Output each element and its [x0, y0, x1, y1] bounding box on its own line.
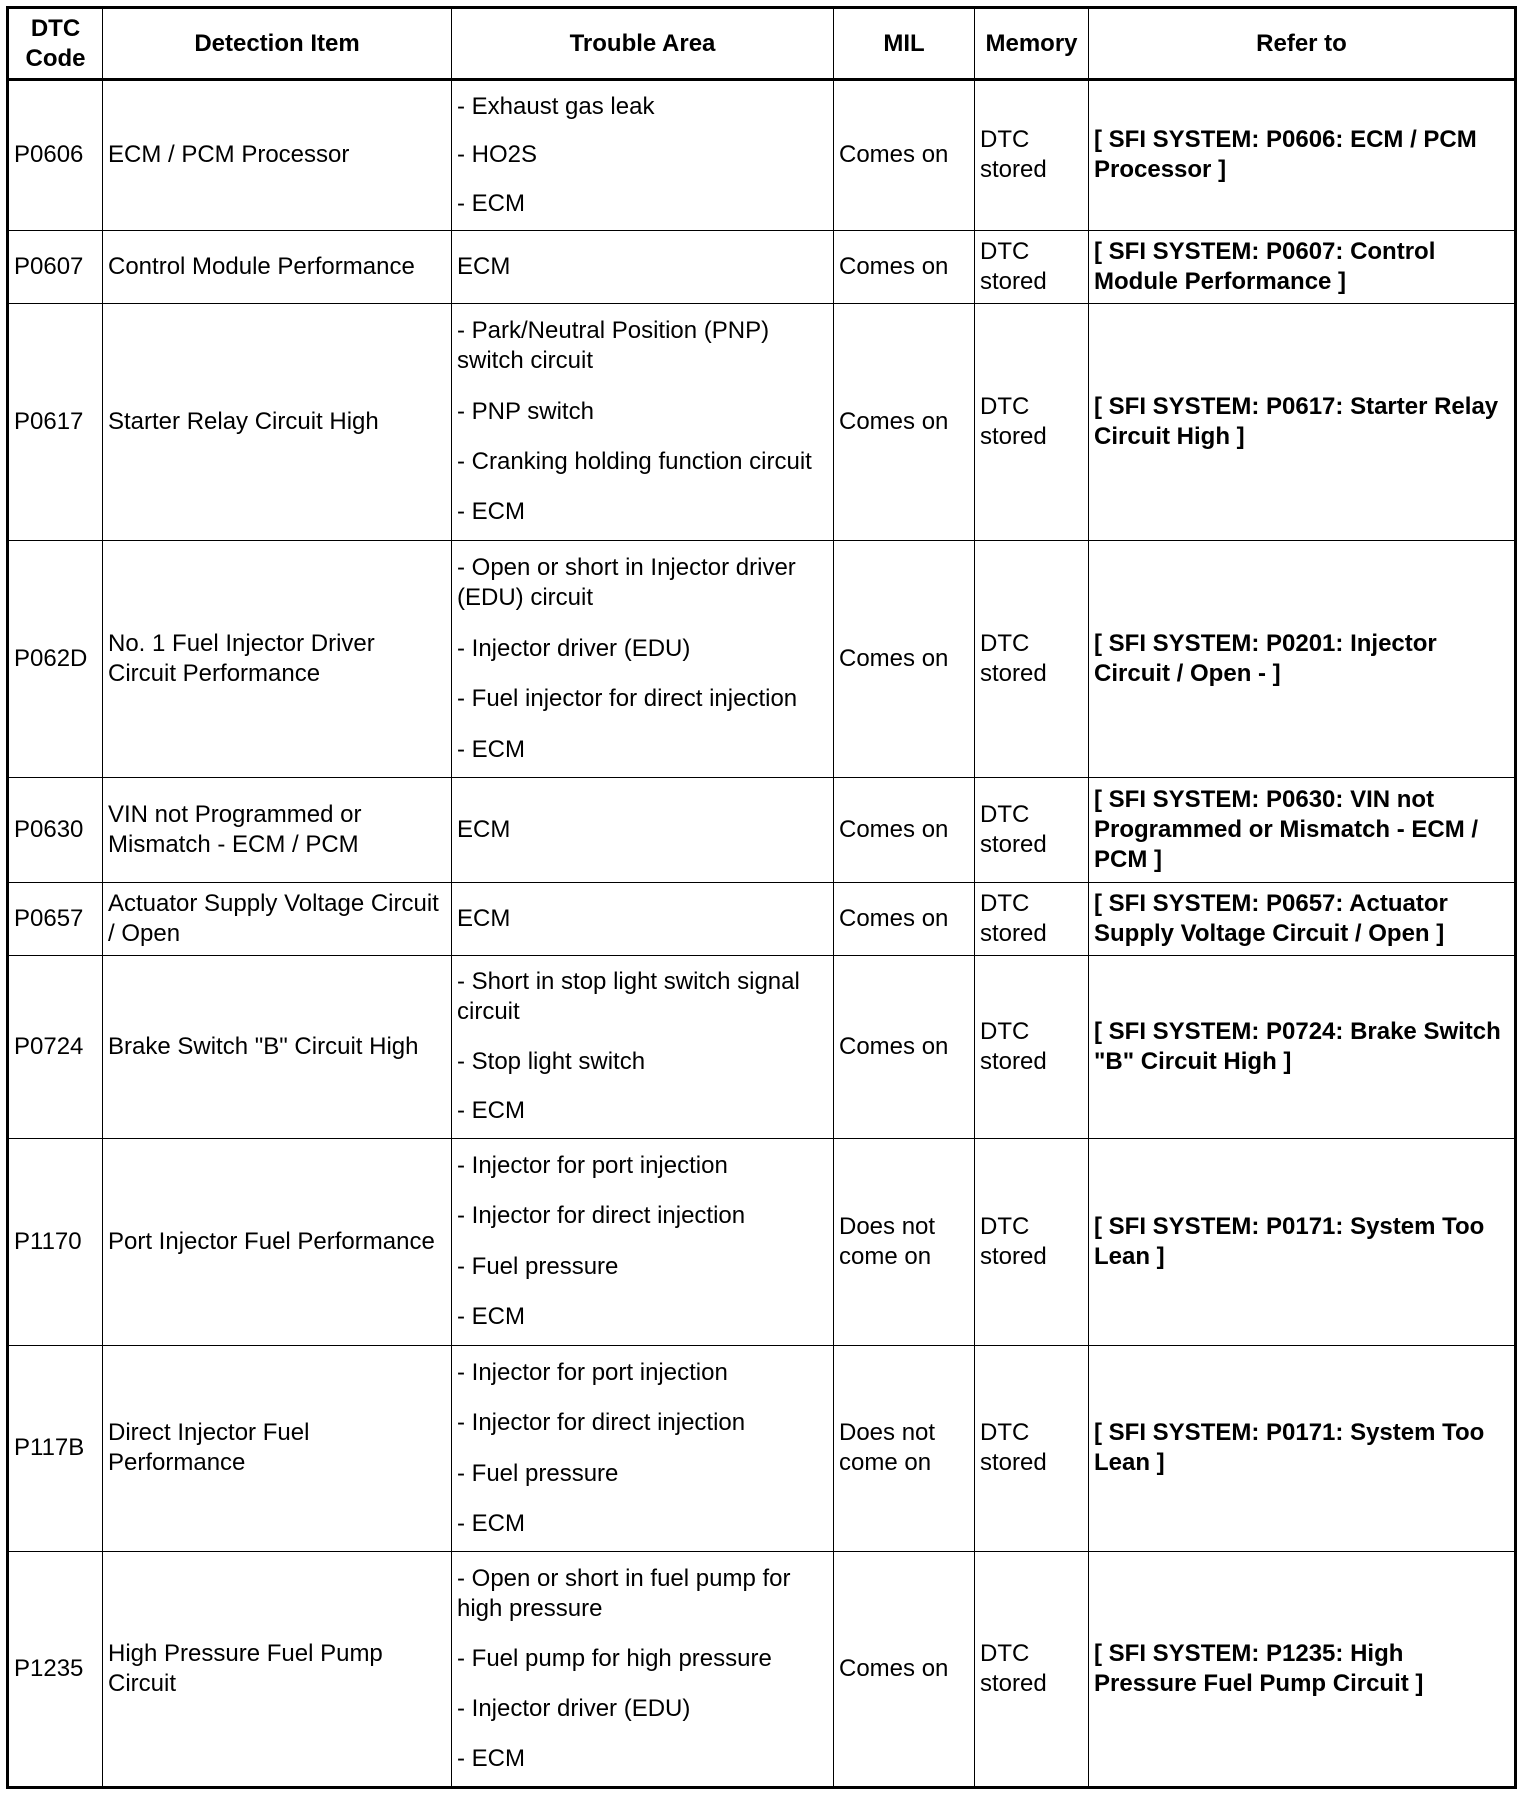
detection-item-cell: No. 1 Fuel Injector Driver Circuit Performance — [103, 540, 452, 778]
table-row — [8, 80, 1516, 231]
trouble-area-item: - Injector driver (EDU) — [457, 634, 691, 662]
mil-cell: Comes on — [834, 540, 975, 778]
refer-to-cell: [ SFI SYSTEM: P0171: System Too Lean ] — [1089, 1138, 1516, 1345]
trouble-area-item: - ECM — [457, 189, 525, 217]
dtc-table — [6, 6, 1517, 1789]
trouble-area-item: - Fuel pressure — [457, 1459, 619, 1487]
trouble-area-item: - Injector for port injection — [457, 1358, 728, 1386]
detection-item-cell: Brake Switch "B" Circuit High — [103, 955, 452, 1138]
trouble-area-list — [457, 1141, 828, 1343]
memory-cell: DTC stored — [975, 778, 1089, 882]
trouble-area-cell — [452, 882, 834, 955]
detection-item-cell: VIN not Programmed or Mismatch - ECM / PCM — [103, 778, 452, 882]
trouble-area-cell — [452, 778, 834, 882]
refer-to-cell: [ SFI SYSTEM: P1235: High Pressure Fuel Pump Circuit ] — [1089, 1552, 1516, 1788]
trouble-area-item: - ECM — [457, 1303, 525, 1331]
trouble-area-item: - Injector for port injection — [457, 1151, 728, 1179]
table-row — [8, 882, 1516, 955]
dtc-code-cell: P0724 — [8, 955, 103, 1138]
memory-cell: DTC stored — [975, 1345, 1089, 1552]
dtc-code-cell: P0657 — [8, 882, 103, 955]
mil-cell: Comes on — [834, 230, 975, 303]
trouble-area-cell — [452, 1138, 834, 1345]
header-mil: MIL — [834, 8, 975, 80]
trouble-area-list — [457, 233, 828, 301]
table-row — [8, 304, 1516, 541]
trouble-area-cell — [452, 540, 834, 778]
mil-cell: Comes on — [834, 1552, 975, 1788]
trouble-area-list — [457, 885, 828, 953]
dtc-code-cell: P117B — [8, 1345, 103, 1552]
memory-cell: DTC stored — [975, 230, 1089, 303]
mil-cell: Does not come on — [834, 1138, 975, 1345]
trouble-area-item: - ECM — [457, 736, 525, 764]
detection-item-cell: Starter Relay Circuit High — [103, 304, 452, 541]
refer-to-cell: [ SFI SYSTEM: P0201: Injector Circuit / Open - ] — [1089, 540, 1516, 778]
detection-item-cell: Port Injector Fuel Performance — [103, 1138, 452, 1345]
memory-cell: DTC stored — [975, 304, 1089, 541]
table-row — [8, 540, 1516, 778]
trouble-area-item: - PNP switch — [457, 397, 594, 425]
trouble-area-item: - Open or short in fuel pump for high pressure — [457, 1565, 791, 1623]
trouble-area-item: - Fuel pressure — [457, 1252, 619, 1280]
trouble-area-item: - Exhaust gas leak — [457, 93, 655, 121]
dtc-code-cell: P0607 — [8, 230, 103, 303]
memory-cell: DTC stored — [975, 540, 1089, 778]
dtc-code-cell: P062D — [8, 540, 103, 778]
memory-cell: DTC stored — [975, 1552, 1089, 1788]
dtc-code-cell: P1235 — [8, 1552, 103, 1788]
table-row — [8, 230, 1516, 303]
trouble-area-list — [457, 1554, 828, 1784]
refer-to-cell: [ SFI SYSTEM: P0630: VIN not Programmed or Mismatch - ECM / PCM ] — [1089, 778, 1516, 882]
trouble-area-cell — [452, 230, 834, 303]
mil-cell: Comes on — [834, 80, 975, 231]
refer-to-cell: [ SFI SYSTEM: P0657: Actuator Supply Voltage Circuit / Open ] — [1089, 882, 1516, 955]
trouble-area-item: - ECM — [457, 1096, 525, 1124]
trouble-area-item: ECM — [457, 904, 511, 932]
table-header — [8, 8, 1516, 80]
trouble-area-item: - Open or short in Injector driver (EDU) circuit — [457, 554, 796, 612]
refer-to-cell: [ SFI SYSTEM: P0607: Control Module Performance ] — [1089, 230, 1516, 303]
table-body — [8, 80, 1516, 1788]
trouble-area-cell — [452, 304, 834, 541]
table-row — [8, 1552, 1516, 1788]
mil-cell: Comes on — [834, 882, 975, 955]
detection-item-cell: Control Module Performance — [103, 230, 452, 303]
table-row — [8, 1138, 1516, 1345]
detection-item-cell: ECM / PCM Processor — [103, 80, 452, 231]
trouble-area-item: - Injector for direct injection — [457, 1409, 746, 1437]
trouble-area-item: ECM — [457, 816, 511, 843]
refer-to-cell: [ SFI SYSTEM: P0724: Brake Switch "B" Circuit High ] — [1089, 955, 1516, 1138]
detection-item-cell: Actuator Supply Voltage Circuit / Open — [103, 882, 452, 955]
trouble-area-list — [457, 780, 828, 879]
trouble-area-item: - ECM — [457, 1745, 525, 1773]
dtc-code-cell: P0606 — [8, 80, 103, 231]
table-row — [8, 778, 1516, 882]
trouble-area-item: - Injector for direct injection — [457, 1202, 746, 1230]
mil-cell: Comes on — [834, 955, 975, 1138]
memory-cell: DTC stored — [975, 80, 1089, 231]
trouble-area-item: ECM — [457, 252, 511, 280]
memory-cell: DTC stored — [975, 882, 1089, 955]
trouble-area-list — [457, 1348, 828, 1550]
trouble-area-item: - Fuel injector for direct injection — [457, 685, 798, 713]
trouble-area-cell — [452, 80, 834, 231]
mil-cell: Does not come on — [834, 1345, 975, 1552]
mil-cell: Comes on — [834, 778, 975, 882]
refer-to-cell: [ SFI SYSTEM: P0617: Starter Relay Circuit High ] — [1089, 304, 1516, 541]
trouble-area-item: - Injector driver (EDU) — [457, 1695, 691, 1723]
header-row — [8, 8, 1516, 80]
trouble-area-item: - HO2S — [457, 141, 538, 169]
header-dtc-code: DTC Code — [8, 8, 103, 80]
detection-item-cell: High Pressure Fuel Pump Circuit — [103, 1552, 452, 1788]
trouble-area-list — [457, 958, 828, 1136]
header-refer-to: Refer to — [1089, 8, 1516, 80]
detection-item-cell: Direct Injector Fuel Performance — [103, 1345, 452, 1552]
header-trouble-area: Trouble Area — [452, 8, 834, 80]
trouble-area-item: - Stop light switch — [457, 1047, 646, 1075]
trouble-area-item: - ECM — [457, 498, 525, 526]
dtc-code-cell: P0630 — [8, 778, 103, 882]
memory-cell: DTC stored — [975, 1138, 1089, 1345]
refer-to-cell: [ SFI SYSTEM: P0606: ECM / PCM Processor ] — [1089, 80, 1516, 231]
trouble-area-item: - ECM — [457, 1510, 525, 1538]
mil-cell: Comes on — [834, 304, 975, 541]
trouble-area-item: - Fuel pump for high pressure — [457, 1645, 772, 1673]
table-row — [8, 1345, 1516, 1552]
header-memory: Memory — [975, 8, 1089, 80]
table-row — [8, 955, 1516, 1138]
trouble-area-list — [457, 83, 828, 228]
trouble-area-item: - Short in stop light switch signal circuit — [457, 968, 800, 1026]
trouble-area-cell — [452, 1345, 834, 1552]
trouble-area-cell — [452, 955, 834, 1138]
dtc-code-cell: P0617 — [8, 304, 103, 541]
trouble-area-list — [457, 543, 828, 776]
trouble-area-list — [457, 306, 828, 538]
header-detection-item: Detection Item — [103, 8, 452, 80]
memory-cell: DTC stored — [975, 955, 1089, 1138]
trouble-area-item: - Cranking holding function circuit — [457, 448, 812, 476]
refer-to-cell: [ SFI SYSTEM: P0171: System Too Lean ] — [1089, 1345, 1516, 1552]
trouble-area-cell — [452, 1552, 834, 1788]
trouble-area-item: - Park/Neutral Position (PNP) switch circuit — [457, 317, 770, 375]
dtc-code-cell: P1170 — [8, 1138, 103, 1345]
